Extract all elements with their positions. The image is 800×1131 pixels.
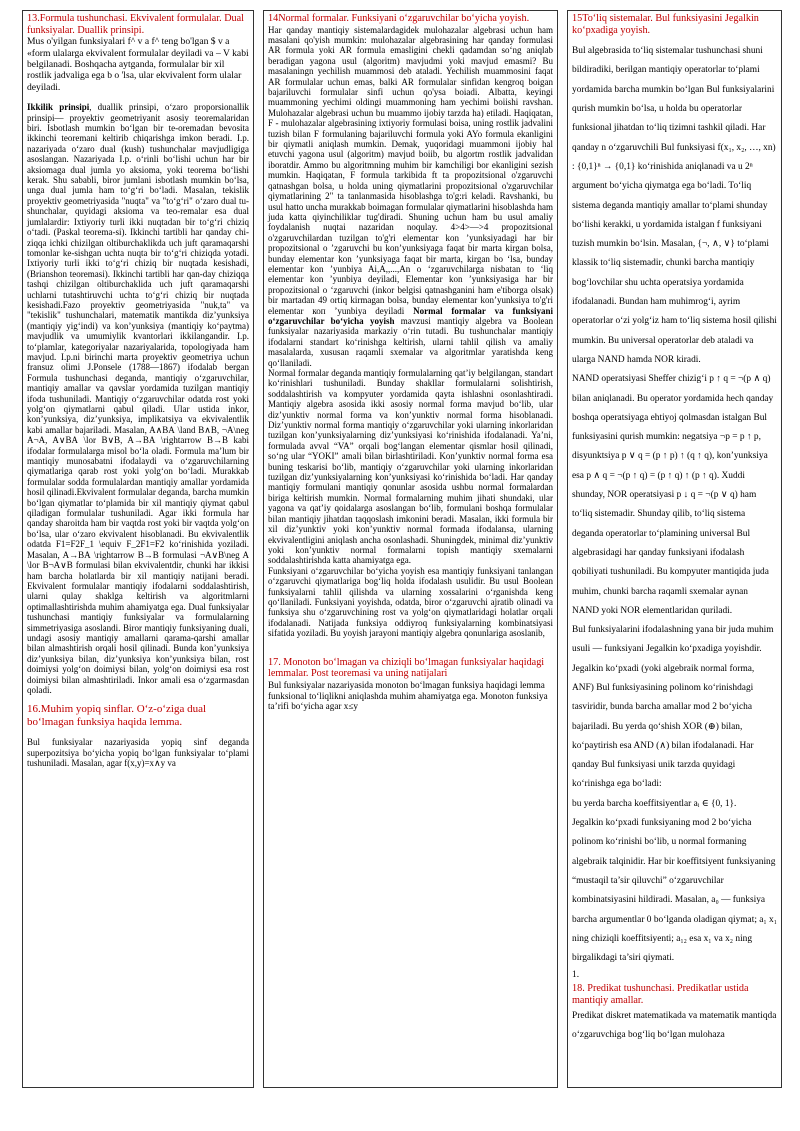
list-number: 1. xyxy=(572,970,580,981)
section-15-paragraph-4: bu yerda barcha koeffitsiyentlar aᵢ ∈ {0, 1}. xyxy=(572,798,737,809)
section-14-text-tail: mavzusi mantiqiy algebra va Boolean funksiyalar nazariyasida markaziy o‘rin tutadi. Bu tushunchalar mantiqiy ifodalarni standart ko‘rinishga keltirish, ularni tahlil qilish va amaliy masalalarda, xususan raqamli sxemalar va algoritmlar yaratishda keng qo‘llaniladi. xyxy=(268,315,553,368)
section-14-heading: 14Normal formalar. Funksiyani o‘zgaruvchilar bo‘yicha yoyish. xyxy=(268,13,530,24)
section-15-paragraph-1: Bul algebrasida to‘liq sistemalar tushunchasi shuni bildiradiki, berilgan mantiqiy operatorlar to‘plami yordamida barcha mumkin bo‘lgan Bul funksiyalarini qurish mumkin bo‘lsa, u holda bu operatorlar funksional jihatdan to‘liq tizimni tashkil qiladi. Har qanday n o‘zgaruvchili Bul funksiyasi f(x₁, x₂, …, xn) : {0,1}ⁿ → {0,1} ko‘rinishida aniqlanadi va u 2ⁿ argument bo‘yicha qiymatga ega bo‘ladi. To‘liq sistema deganda mantiqiy amallar to‘plami shunday bo‘lishi kerakki, u yordamida istalgan f funksiyani tuzish mumkin bo‘lsin. Masalan, {¬, ∧, ∨} to‘plami klassik to‘liq sistemadir, chunki barcha mantiqiy bog‘lovchilar shu uchta operatsiya yordamida ifodalanadi. Bundan ham muhimrog‘i, ayrim operatorlar o‘zi yolg‘iz ham to‘liq sistema hosil qilishi mumkin. Bu universal operatorlar deb ataladi va ularga NAND hamda NOR kiradi. xyxy=(572,46,777,365)
section-18-heading: 18. Predikat tushunchasi. Predikatlar ustida mantiqiy amallar. xyxy=(572,983,749,1007)
section-13-intro: Mus o'yilgan funksiyalari f^ v a f^ teng bo'lgan $ v a «form ulalarga ekvivalent formulalar deyiladi va – V kabi belgilanadi. Boshqacha aytganda, formulalar bir xil rostlik jadvaliga ega b o 'lsa, ular ekvivalent form ulalar deyiladi. xyxy=(27,36,249,93)
section-14-body xyxy=(268,25,553,368)
section-17-body: Bul funksiyalar nazariyasida monoton bo‘lmagan funksiya haqidagi lemma funksional to‘liqlikni aniqlashda muhim ahamiyatga ega. Monoton funksiya ta’rifi bo‘yicha agar x≤y xyxy=(268,679,548,712)
document-page xyxy=(22,10,782,1090)
section-14-bold-phrase: Normal formalar va funksiyani o‘zgaruvchilar bo‘yicha yoyish xyxy=(268,305,553,326)
section-17-heading: 17. Monoton bo‘lmagan va chiziqli bo‘lmagan funksiyalar haqidagi lemmalar. Post teoremasi va uning natijalari xyxy=(268,656,545,680)
section-16-body: Bul funksiyalar nazariyasida yopiq sinf deganda superpozitsiya bo‘yicha yopiq bo‘lgan funksiyalar to‘plami tushuniladi. Masalan, agar f(x,y)=x∧y va xyxy=(27,737,249,769)
section-15-heading: 15To‘liq sistemalar. Bul funksiyasini Jegalkin ko‘pxadiga yoyish. xyxy=(572,13,759,36)
section-13-body xyxy=(27,102,249,695)
section-14-paragraph-2: Normal formalar deganda mantiqiy formulalarning qat’iy belgilangan, standart ko‘rinishlari tushuniladi. Bunday shakllar formulalarni solishtirish, soddalashtirish va kompyuter yordamida qayta ishlashni osonlashtiradi. Mantiqiy algebra asosida ikki asosiy normal forma mavjud bo‘lib, ular diz’yunktiv normal forma va kon’yunktiv normal forma hisoblanadi. Diz’yunktiv normal forma mantiqiy o‘zgaruvchilar yoki ularning inkorlaridan tuzilgan kon’yunksiyalarning diz’yunksiyasi ko‘rinishida ifodalanadi. Ya’ni, formulada avval “VA” orqali bog‘langan elementar qismlar hosil qilinadi, so‘ng ular “YOKI” amali bilan birlashtiriladi. Kon’yunktiv normal forma esa buning teskarisi bo‘lib, mantiqiy o‘zgaruvchilar yoki ularning inkorlaridan tuzilgan diz’yunksiyalarning kon’yunksiyasi ko‘rinishida bo‘ladi. Har qanday mantiqiy formulani mantiqiy qonunlar asosida ushbu normal formalardan biriga keltirish mumkin. Normal formalarning muhim jihati shundaki, ular yagona va qat’iy qoidalarga asoslangan bo‘lib, formulani boshqa formulalar bilan mantiqiy jihatdan taqqoslash imkonini beradi. Masalan, ikki formula bir xil diz’yunktiv yoki kon’yunktiv normal formada ifodalansa, ularning ekvivalentligini aniqlash ancha osonlashadi. Shuningdek, minimal diz’yunktiv yoki kon’yunktiv normal formalarni topish mantiqiy sxemalarni soddalashtirishda katta ahamiyatga ega. xyxy=(268,368,553,566)
section-16-heading: 16.Muhim yopiq sinflar. O‘z-o‘ziga dual bo‘lmagan funksiya haqida lemma. xyxy=(27,703,207,729)
column-middle xyxy=(263,10,558,1088)
section-13-text: , duallik prinsipi, o‘zaro proporsionallik prinsipi— proyektiv geometriyanit asosiy teoremalaridan biri. Isbotlash mumkin bo‘lgan bir te-oremadan bevosita ikkinchi teoremani keltirib chiqarishga imkon beradi. I.p. nazariyada o‘zaro dual (kush) tushunchalar mavjudligiga asoslangan. Nazariyada I.p. o‘rinli bo‘lishi uchun har bir aksiomaga dual jumla yo aksioma, yoki teorema bo‘lishi kerak. Shu sababli, biror jumlani isbotlash mumkin bo‘lsa, unga dual jumla ham to‘g‘ri bo‘ladi. Masalan, tekislik proyektiv geometriyasida "nuqta" va "to‘g‘ri" o‘zaro dual tu-shunchalar, quyidagi aksioma va teo-remalar esa dual jumlalardir: Ixtiyoriy turli ikki nuqtadan bir to‘g‘ri chiziq o‘tadi. (Paskal teorema-si). Ikkinchi tartibli har qanday chi-ziqqa ichki chizilgan oltiburchaklikda uch juft qaramaqarshi tomonlar ke-sishgan uchta nuqta bir to‘g‘ri chiziqda yotadi. Ixtiyoriy turli ikki to‘g‘ri chiziq bir nuqtada kesishadi, (Brianshon teoremasi). Ikkinchi tartibli har qan-day chiziqqa tashqi chizilgan oltiburchaklida uch juft qaramaqarshi uchlarni tutashtiruvchi uchta to‘g‘ri chiziq bir nuqtada kesishadi.Fazo proyektiv geometriyasida "nuk,ta" va "tekislik" tushunchalari, matematik mantikda diz’yunksiya (mantiqiy yig‘indi) va kon’yunksiya (mantiqiy ko‘paytma) mavjudlik va umumiylik kvantorlari ikkilangandir. I.p. to‘plamlar, kategoriyalar nazariyalarida, topologiyada ham mavjud. I.p.ni birinchi marta proyektiv geometriya uchun fransuz olimi J.Ponsele (1788—1867) ifodalab bergan Formula tushunchasi deganda, mantiqiy o‘zgaruvchilar, mantiqiy amallar va qavslar yordamida tuzilgan mantiqiy ifoda tushuniladi. Mantiqiy o‘zgaruvchilar odatda rost yoki yolg‘on qiymatlarni qabul qiladi. Ular ustida inkor, kon’yunksiya, diz’yunksiya, implikatsiya va ekvivalentlik kabi amallar bajariladi. Masalan, A∧BА \land B∧B, ¬A\neg A¬A, A∨BА \lor B∨B, A→BА \rightarrow B→B kabi ifodalar formulalarga misol bo‘la oladi. Formula ma’lum bir mantiqiy munosabatni ifodalaydi va o‘zgaruvchilarning qiymatlariga qarab rost yoki yolg‘on bo‘ladi. Murakkab formulalar sodda formulalardan mantiqiy amallar yordamida hosil qilinadi.Ekvivalent formulalar deganda, barcha mumkin bo‘lgan qiymatlar to‘plamida bir xil mantiqiy qiymat qabul qiladigan formulalar tushuniladi. Agar ikki formula har qanday sharoitda ham bir vaqtda rost yoki bir vaqtda yolg‘on bo‘lsa, ular o‘zaro ekvivalent hisoblanadi. Bu ekvivalentlik odatda F1=F2F_1 \equiv F_2F1=F2 ko‘rinishida yoziladi. Masalan, A→BА \rightarrow B→B formulasi ¬A∨B\neg A \lor B¬A∨B formulasi bilan ekvivalentdir, chunki har ikkisi ham barcha holatlarda bir xil mantiqiy natijani beradi. Ekvivalent formulalar mantiqiy ifodalarni soddalashtirish, ularni qulay shaklga keltirish va algoritmlarni optimallashtirishda muhim ahamiyatga ega. Dual funksiyalar tushunchasi mantiqiy funksiyalar va formulalarning simmetriyasiga asoslandi. Biror mantiqiy funksiyaning duali, undagi asosiy mantiqiy amallarni qarama-qarshi amallar bilan almashtirish orqali hosil qilinadi. Bunda kon’yunksiya diz’yunksiya bilan, diz’yunksiya kon’yunksiya bilan, rost doimiysi yolg‘on doimiysi bilan, yolg‘on doimiysi esa rost doimiysi bilan almashtiriladi. Inkor amali esa o‘zgarmasdan qoladi. xyxy=(27,102,249,695)
section-18-body: Predikat diskret matematikada va matematik mantiqda o‘zgaruvchiga bog‘liq bo‘lgan mulohaza xyxy=(572,1010,777,1040)
section-15-paragraph-2: NAND operatsiyasi Sheffer chizig‘i p ↑ q = ¬(p ∧ q) bilan aniqlanadi. Bu operator yordamida hech qanday boshqa operatsiyaga ehtiyoj qolmasdan istalgan Bul funksiyasini qurish mumkin: negatsiya ¬p = p ↑ p, disyunktsiya p ∨ q = (p ↑ p) ↑ (q ↑ q), kon’yunksiya esa p ∧ q = ¬(p ↑ q) = (p ↑ q) ↑ (p ↑ q). Xuddi shunday, NOR operatsiyasi p ↓ q = ¬(p ∨ q) ham to‘liq sistemadir. Shunday qilib, to‘liq sistema deganda operatorlar to‘plamining universal Bul algebrasidagi har qanday funksiyani ifodalash qobiliyati tushuniladi. Bu kompyuter mantiqida juda muhim, chunki barcha raqamli sxemalar aynan NAND yoki NOR elementlaridan quriladi. xyxy=(572,374,774,616)
section-14-paragraph-3: Funksiyani o‘zgaruvchilar bo‘yicha yoyish esa mantiqiy funksiyani tanlangan o‘zgaruvchi qiymatlariga bog‘liq holda ifodalash usulidir. Bu usul Boolean funksiyalarni tahlil qilishda va ularning xossalarini o‘rganishda keng qo‘llaniladi. Funksiyani yoyishda, odatda, biror o‘zgaruvchi ajratib olinadi va funksiya shu o‘zgaruvchining rost va yolg‘on qiymatlaridagi holatlar orqali ifodalanadi. Natijada funksiya oddiyroq funksiyalarning kombinatsiyasi sifatida yoziladi. Bu yoyish jarayoni mantiqiy algebra qonunlariga asoslanib, xyxy=(268,565,553,639)
section-15-paragraph-5: Jegalkin ko‘pxadi funksiyaning mod 2 bo‘yicha polinom ko‘rinishi bo‘lib, u normal formaning algebraik talqinidir. Har bir koeffitsiyent funksiyaning “mustaqil ta’sir qiluvchi” o‘zgaruvchilar kombinatsiyasini hildiradi. Masalan, a₀ — funksiya barcha argumentlar 0 bo‘lganda oladigan qiymat; a₁ x₁ ning chiziqli koeffitsiyenti; a₁₂ esa x₁ va x₂ ning birgalikdagi ta’siri qiymati. xyxy=(572,818,777,964)
section-13-heading: 13.Formula tushunchasi. Ekvivalent formulalar. Dual funksiyalar. Duallik prinsipi. xyxy=(27,13,245,36)
term-ikkilik-prinsipi: Ikkilik prinsipi xyxy=(27,102,90,113)
section-14-text: Har qanday mantiqiy sistemalardagidek mulohazalar algebrasi uchun ham masalani qo'yish mumkin: mulohazalar algebrasining har qanday formulasi AR formula yoki AR formula emasligini chekli qadamdan so‘ng aniqlab beradigan yagona usul (algoritm) mavjudmi yoki mavjud emasmi? Bu masalaningn yechilish muammosi deb ataladi. Yechilish muammosini faqat AR formulalar uchun emas, balki AR formulalar sinfidan kengroq boigan bajariluvchi formulalar sinfi uchun qo'ysa boiadi. Albatta, keyingi muammoning yechimi oldingi muammoning ham yechimi boiishi ravshan. Mulohazalar algebrasi uchun bu muammo ijobiy tarzda ha) etiladi. Haqiqatan, F - mulohazalar algebrasining ixtiyoriy formulasi boisa, uning rostlik jadvalini tuzish bilan F formulaning bajariluvchi formula yoki AYo formula ekanligini bir qiymatli aniqlash mumkin. Demak, yuqoridagi muammoni ijobiy hal etuvchi yagona usul (algoritm) mavjud boiib, bu algortm rostlik jadvalidan iboratdir. Ammo bu algoritmning muhim bir kamchiligi bor ekanligini sezish mumkin. Haqiqatan, F formula tarkibida ft ta propozitsional o'zgaruvchi qatnashgan bolsa, u holda uning qiymatlarini propozitsional o'zgaruvchilar qiymatlarining 2" ta tanlanmasida hisoblashga to'g:ri keladi. Ravshanki, bu usul hatto uncha murakkab boimagan formulalar qiymatlarini hisoblashda ham juda katta qiyinchiliklar tug'diradi. Shuning uchun ham bu usul amaliy foydalanish nuqtai nazaridan noqulay. 4>4>—>4 propozitsional o'zgaruvchilardan tuzilgan to'g'ri elementar kon ’yunksiyadagi har bir propozitsional o ’zgaruvchi bu kon’yunksiyaga faqat bir marta kirgan bolsa, bunday elementar kon ’yunksiyaga faqat bir marta, kirgan bo ‘lsa, bunday elementar kon ’yunbiya Ai,A,,...,An o ‘zgaruvchilarga nisbatan to ‘liq elementar kon ’yunbiya deyiladi, Elementar kon ’yunksiyasiga har bir propozitsional o ‘zgaruvchi (inkor belgisi qatnashganini ham e'tiborga olsak) bir martadan 49 ortiq kirmagan bolsa, bunday elementar kon’yunksiya to'g'ri elementar коп ’yunbiya deyiladi xyxy=(268,24,553,316)
column-right xyxy=(567,10,782,1088)
section-15-paragraph-3: Bul funksiyalarini ifodalashning yana bir juda muhim usuli — funksiyani Jegalkin ko‘pxadiga yoyishdir. Jegalkin ko‘pxadi (yoki algebraik normal forma, ANF) Bul funksiyasining polinom ko‘rinishdagi tasviridir, bunda barcha amallar mod 2 bo‘yicha bajariladi. Bu yerda qo‘shish XOR (⊕) bilan, ko‘paytirish esa AND (∧) bilan ifodalanadi. Har qanday Bul funksiyasi unik tarzda quyidagi ko‘rinishga ega bo‘ladi: xyxy=(572,625,774,790)
column-left xyxy=(22,10,254,1088)
